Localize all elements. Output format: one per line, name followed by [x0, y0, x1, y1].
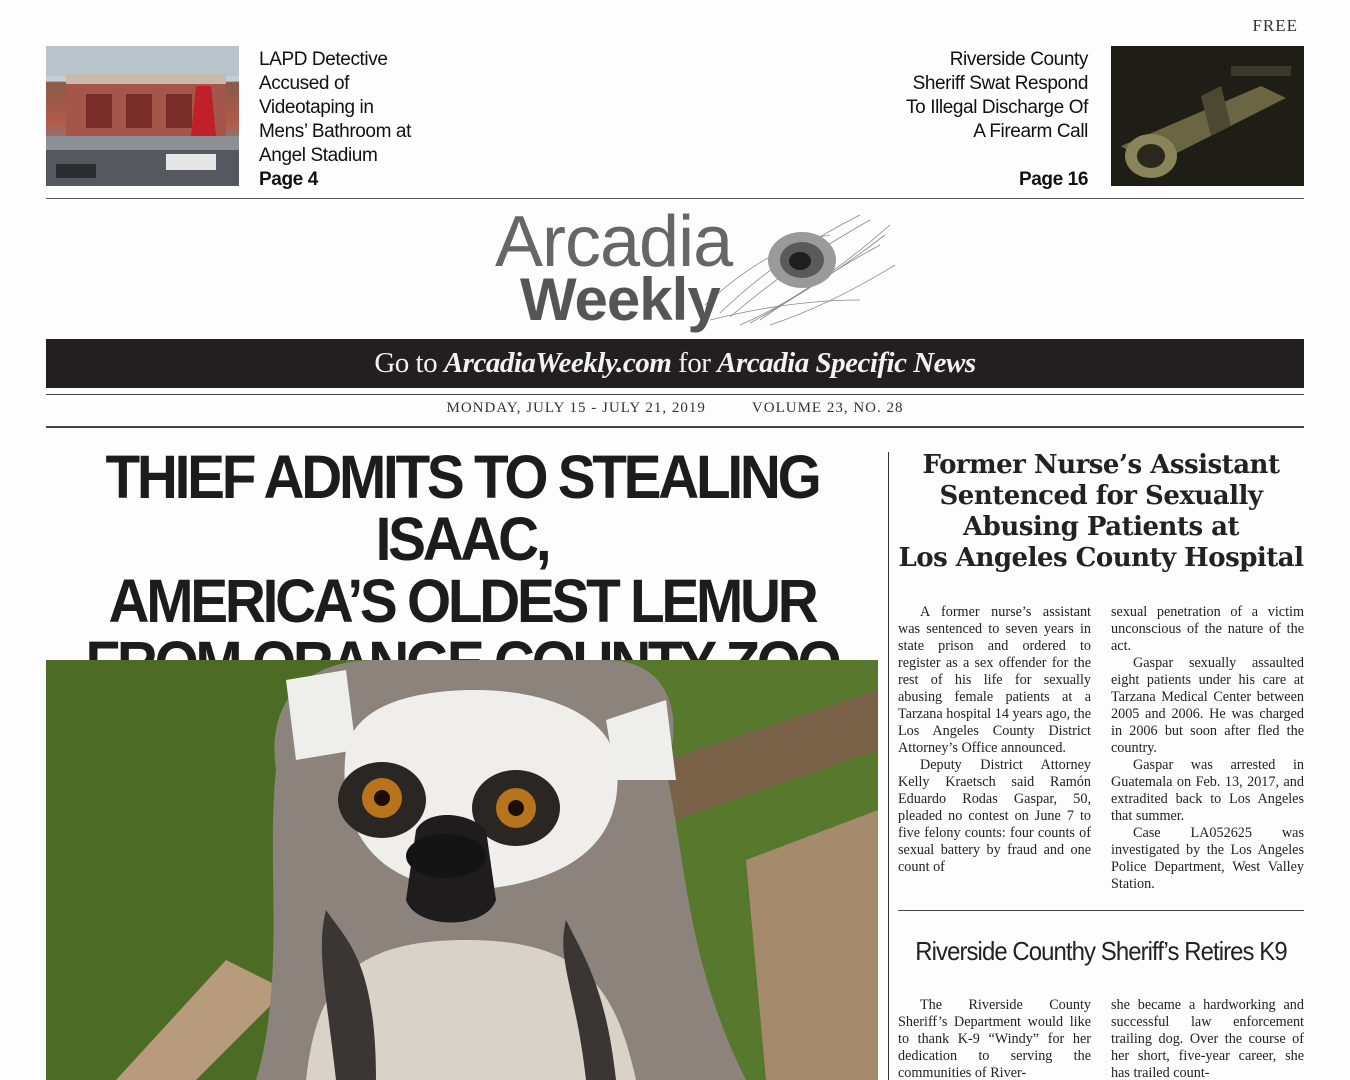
side-story-2-headline[interactable]: Riverside Counthy Sheriff’s Retires K9 [915, 936, 1287, 966]
dateline-bottom-rule [46, 426, 1304, 428]
weapon-photo[interactable] [1111, 46, 1304, 186]
dateline [46, 400, 1304, 417]
paragraph: Case LA052625 was investigated by the Los Angeles Police Department, West Valley Station. [1111, 825, 1304, 892]
paragraph: Gaspar was arrested in Guatemala on Feb. 13, 2017, and extradited back to Los Angeles that summer. [1111, 757, 1304, 824]
paragraph: sexual penetration of a victim unconscious of the nature of the act. [1111, 604, 1304, 654]
left-teaser-page[interactable]: Page 4 [259, 169, 318, 190]
paragraph: The Riverside County Sheriff’s Department would like to thank K-9 “Windy” for her dedication to serving the communities of River- [898, 997, 1091, 1080]
banner-site-link[interactable]: ArcadiaWeekly.com [443, 347, 672, 379]
right-teaser-line: Sheriff Swat Respond [912, 73, 1088, 94]
dateline-top-rule [46, 394, 1304, 395]
header-divider [46, 198, 1304, 199]
side-headline-line: Sentenced for Sexually [939, 481, 1263, 511]
right-teaser-line: Riverside County [949, 49, 1088, 70]
side-story-divider [898, 910, 1304, 911]
main-headline[interactable] [75, 443, 849, 694]
lemur-photo-art [46, 660, 878, 1080]
main-headline-line: THIEF ADMITS TO STEALING ISAAC, [105, 443, 819, 573]
lemur-photo[interactable] [46, 660, 878, 1080]
banner-prefix: Go to [374, 347, 444, 379]
side-headline-line: Former Nurse’s Assistant [922, 450, 1280, 480]
masthead-subtitle: Weekly [520, 266, 720, 333]
side-story-1-col-2 [1111, 604, 1304, 893]
weapon-photo-art [1111, 46, 1304, 186]
paragraph: Gaspar sexually assaulted eight patients under his care at Tarzana Medical Center between 2005 and 2006. He was charged in 2006 but soon after fled the country. [1111, 655, 1304, 756]
issue-volume: VOLUME 23, NO. 28 [751, 400, 904, 416]
right-teaser-page[interactable]: Page 16 [1018, 169, 1088, 190]
left-teaser-line: Mens’ Bathroom at [259, 121, 411, 142]
left-teaser-line: Accused of [259, 73, 349, 94]
side-story-2-col-1 [898, 997, 1091, 1080]
left-teaser-line: Angel Stadium [259, 145, 378, 166]
side-story-1-col-1 [898, 604, 1091, 876]
side-story-1-headline[interactable] [898, 450, 1304, 574]
column-divider [888, 452, 889, 1080]
left-teaser-line: Videotaping in [259, 97, 374, 118]
left-teaser-line: LAPD Detective [259, 49, 388, 70]
left-teaser[interactable] [259, 48, 449, 192]
side-story-2-col-2 [1111, 997, 1304, 1080]
right-teaser-line: To Illegal Discharge Of [906, 97, 1088, 118]
stadium-photo[interactable] [46, 46, 239, 186]
stadium-photo-art [46, 46, 239, 186]
main-headline-line: AMERICA’S OLDEST LEMUR [108, 567, 816, 635]
issue-date: MONDAY, JULY 15 - JULY 21, 2019 [446, 400, 706, 416]
website-banner[interactable] [46, 339, 1304, 388]
free-label: FREE [1252, 16, 1298, 35]
masthead-title: Arcadia [495, 202, 733, 282]
banner-tagline: Arcadia Specific News [717, 347, 976, 379]
paragraph: she became a hardworking and successful law enforcement trailing dog. Over the course of her short, five-year career, she has trailed count- [1111, 997, 1304, 1080]
right-teaser-line: A Firearm Call [973, 121, 1088, 142]
side-headline-line: Abusing Patients at [963, 512, 1239, 542]
right-teaser[interactable] [880, 48, 1088, 192]
paragraph: A former nurse’s assistant was sentenced to seven years in state prison and ordered to register as a sex offender for the rest of his life for sexually abusing female patients at a Tarzana hospital 14 years ago, the Los Angeles County District Attorney’s Office announced. [898, 604, 1091, 756]
banner-middle: for [671, 347, 718, 379]
masthead-logo[interactable] [490, 202, 900, 335]
paragraph: Deputy District Attorney Kelly Kraetsch said Ramón Eduardo Rodas Gaspar, 50, pleaded no contest on June 7 to five felony counts: four counts of sexual battery by fraud and one count of [898, 757, 1091, 875]
side-headline-line: Los Angeles County Hospital [898, 543, 1304, 573]
